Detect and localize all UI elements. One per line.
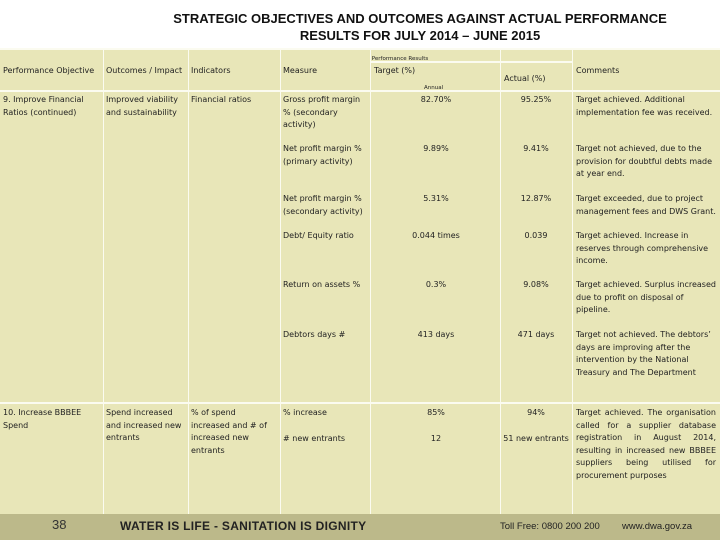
actual-cell: 0.039 [524,231,548,240]
comments-cell: Target achieved. Surplus increased due to profit on disposal of pipeline. [576,280,716,314]
title-line-1: STRATEGIC OBJECTIVES AND OUTCOMES AGAINST ACTUAL PERFORMANCE [173,11,667,26]
target-cell: 85% [427,408,445,417]
website-link[interactable]: www.dwa.gov.za [622,521,693,532]
outcomes-cell: Spend increased and increased new entrants [106,408,182,442]
measure-cell: Debt/ Equity ratio [283,231,354,240]
header-actual: Actual (%) [504,74,546,83]
measure-cell: Net profit margin % (primary activity) [283,144,362,166]
comments-cell: Target not achieved. The debtors’ days are improving after the intervention by the National Treasury and The Department [576,330,711,377]
header-target: Target (%) [374,66,416,75]
measure-cell: # new entrants [283,434,346,443]
comments-cell: Target exceeded, due to project management fees and DWS Grant. [576,194,716,216]
comments-cell: Target achieved. The organisation called for a supplier database registration in August 2014, resulting in increased new BBBEE suppliers being utilised for procurement purposes [576,408,716,480]
header-measure: Measure [283,66,317,75]
header-left-strip [0,0,115,48]
measure-cell: Debtors days # [283,330,346,339]
row-divider [0,90,720,92]
actual-cell: 95.25% [520,95,552,104]
performance-table [0,48,720,514]
header-indicators: Indicators [191,66,231,75]
actual-cell: 9.08% [523,280,549,289]
row-divider [0,48,720,50]
target-cell: 9.89% [423,144,449,153]
indicators-cell: % of spend increased and # of increased new entrants [191,408,267,455]
outcomes-cell: Improved viability and sustainability [106,95,178,117]
column-divider [370,48,371,514]
target-cell: 413 days [417,330,455,339]
header-annual: Annual [424,85,444,91]
actual-cell: 471 days [517,330,555,339]
comments-cell: Target achieved. Increase in reserves through comprehensive income. [576,231,709,265]
measure-cell: Return on assets % [283,280,361,289]
target-cell: 12 [430,434,442,443]
title-line-2: RESULTS FOR JULY 2014 – JUNE 2015 [299,28,541,43]
measure-cell: Gross profit margin % (secondary activity) [283,95,361,129]
performance-results-header: Performance Results [371,56,429,62]
column-divider [188,48,189,514]
toll-free-number: Toll Free: 0800 200 200 [500,521,600,532]
measure-cell: Net profit margin % (secondary activity) [283,194,363,216]
objective-cell: 9. Improve Financial Ratios (continued) [3,95,84,117]
target-cell: 0.044 times [412,231,460,240]
header-objective: Performance Objective [3,66,95,75]
header-comments: Comments [576,66,620,75]
comments-cell: Target achieved. Additional implementation fee was received. [576,95,713,117]
page-number: 38 [52,517,67,532]
measure-cell: % increase [283,408,327,417]
column-divider [103,48,104,514]
column-divider [280,48,281,514]
comments-cell: Target not achieved, due to the provision for doubtful debts made at year end. [576,144,713,178]
objective-cell: 10. Increase BBBEE Spend [3,408,82,430]
target-cell: 5.31% [423,194,449,203]
column-divider [572,48,573,514]
target-cell: 82.70% [420,95,452,104]
target-cell: 0.3% [425,280,447,289]
actual-cell: 12.87% [520,194,552,203]
indicators-cell: Financial ratios [191,95,252,104]
actual-cell: 51 new entrants [503,434,569,443]
header-outcomes: Outcomes / Impact [106,66,183,75]
row-divider [0,402,720,404]
footer-slogan: WATER IS LIFE - SANITATION IS DIGNITY [120,519,367,533]
actual-cell: 9.41% [523,144,549,153]
actual-cell: 94% [527,408,545,417]
page-title [120,10,720,44]
